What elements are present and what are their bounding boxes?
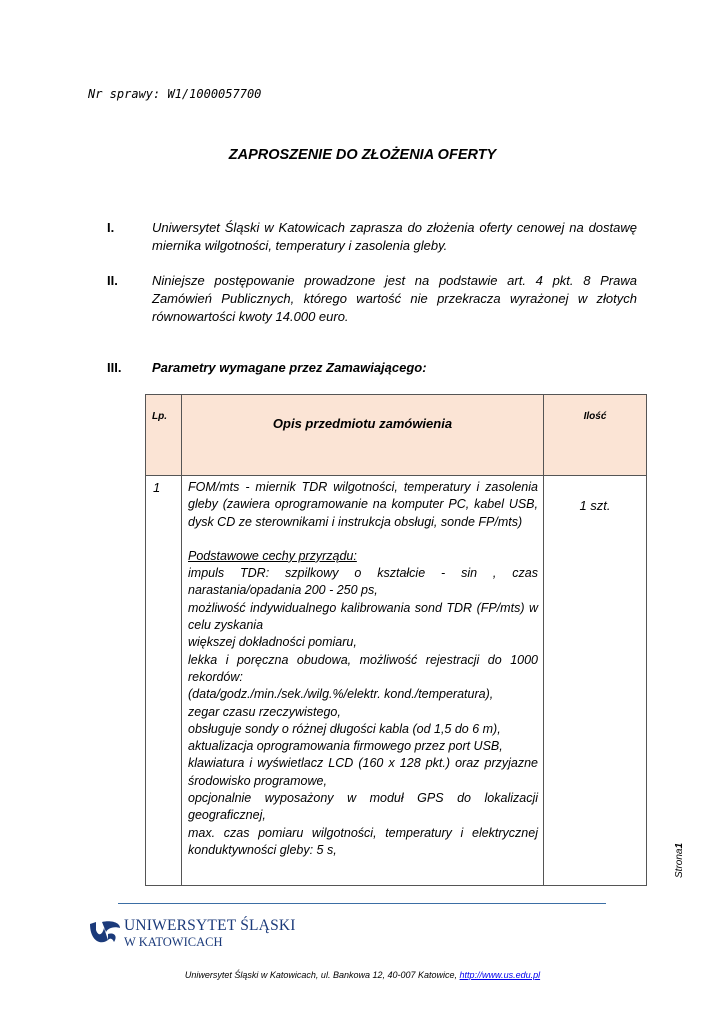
section-1-text: Uniwersytet Śląski w Katowicach zaprasza do złożenia oferty cenowej na dostawę miernika wilgotności, temperatury i zasolenia gleby. bbox=[152, 220, 637, 253]
section-3-heading: Parametry wymagane przez Zamawiającego: bbox=[152, 360, 427, 375]
feature-item: obsługuje sondy o różnej długości kabla (od 1,5 do 6 m), bbox=[188, 721, 501, 736]
header-lp: Lp. bbox=[146, 395, 182, 476]
footer-address: Uniwersytet Śląski w Katowicach, ul. Bankowa 12, 40-007 Katowice, bbox=[184, 970, 458, 980]
footer-website-link[interactable]: http://www.us.edu.pl bbox=[459, 970, 541, 980]
logo-line-2: W KATOWICACH bbox=[124, 935, 223, 949]
feature-item: (data/godz./min./sek./wilg.%/elektr. kond./temperatura), bbox=[188, 687, 494, 702]
university-logo bbox=[88, 916, 296, 950]
parameters-table bbox=[145, 394, 647, 886]
feature-item: impuls TDR: szpilkowy o kształcie - sin , czas narastania/opadania 200 - 250 ps, bbox=[188, 566, 538, 598]
table-row bbox=[146, 476, 647, 886]
case-number: Nr sprawy: W1/1000057700 bbox=[88, 87, 262, 101]
row-description bbox=[182, 476, 544, 886]
section-3-number: III. bbox=[107, 360, 122, 375]
document-title: ZAPROSZENIE DO ZŁOŻENIA OFERTY bbox=[228, 147, 497, 163]
item-intro: FOM/mts - miernik TDR wilgotności, temperatury i zasolenia gleby (zawiera oprogramowanie na komputer PC, kabel USB, dysk CD ze sterownikami i instrukcja obsługi, sonde FP/mts) bbox=[188, 480, 538, 529]
header-quantity: Ilość bbox=[544, 395, 647, 476]
feature-item: zegar czasu rzeczywistego, bbox=[188, 704, 341, 719]
university-emblem-icon bbox=[88, 918, 122, 948]
section-1-number: I. bbox=[107, 220, 115, 235]
section-2-text: Niniejsze postępowanie prowadzone jest na podstawie art. 4 pkt. 8 Prawa Zamówień Publicznych, którego wartość nie przekracza wyrażonej w złotych równowartości kwoty 14.000 euro. bbox=[152, 273, 637, 324]
feature-item: możliwość indywidualnego kalibrowania sond TDR (FP/mts) w celu zyskania bbox=[188, 600, 538, 633]
feature-item: aktualizacja oprogramowania firmowego przez port USB, bbox=[188, 739, 503, 754]
feature-item: lekka i poręczna obudowa, możliwość rejestracji do 1000 rekordów: bbox=[188, 652, 538, 684]
header-description: Opis przedmiotu zamówienia bbox=[182, 395, 544, 476]
page-number: 1 bbox=[674, 842, 685, 849]
section-2-number: II. bbox=[107, 273, 118, 288]
page-label-text: Strona bbox=[674, 848, 685, 878]
row-quantity: 1 szt. bbox=[544, 476, 647, 886]
footer bbox=[0, 970, 725, 980]
feature-item: klawiatura i wyświetlacz LCD (160 x 128 pkt.) oraz przyjazne środowisko programowe, bbox=[188, 756, 538, 788]
feature-item: max. czas pomiaru wilgotności, temperatury i elektrycznej konduktywności gleby: 5 s, bbox=[188, 825, 538, 857]
feature-item: większej dokładności pomiaru, bbox=[188, 635, 357, 650]
logo-line-1: UNIWERSYTET ŚLĄSKI bbox=[124, 917, 296, 934]
page-label bbox=[674, 838, 688, 878]
table-header-row bbox=[146, 395, 647, 476]
feature-item: opcjonalnie wyposażony w moduł GPS do lokalizacji geograficznej, bbox=[188, 791, 538, 823]
row-lp: 1 bbox=[146, 476, 182, 886]
footer-divider bbox=[118, 903, 606, 904]
features-subheading: Podstawowe cechy przyrządu: bbox=[188, 548, 357, 563]
